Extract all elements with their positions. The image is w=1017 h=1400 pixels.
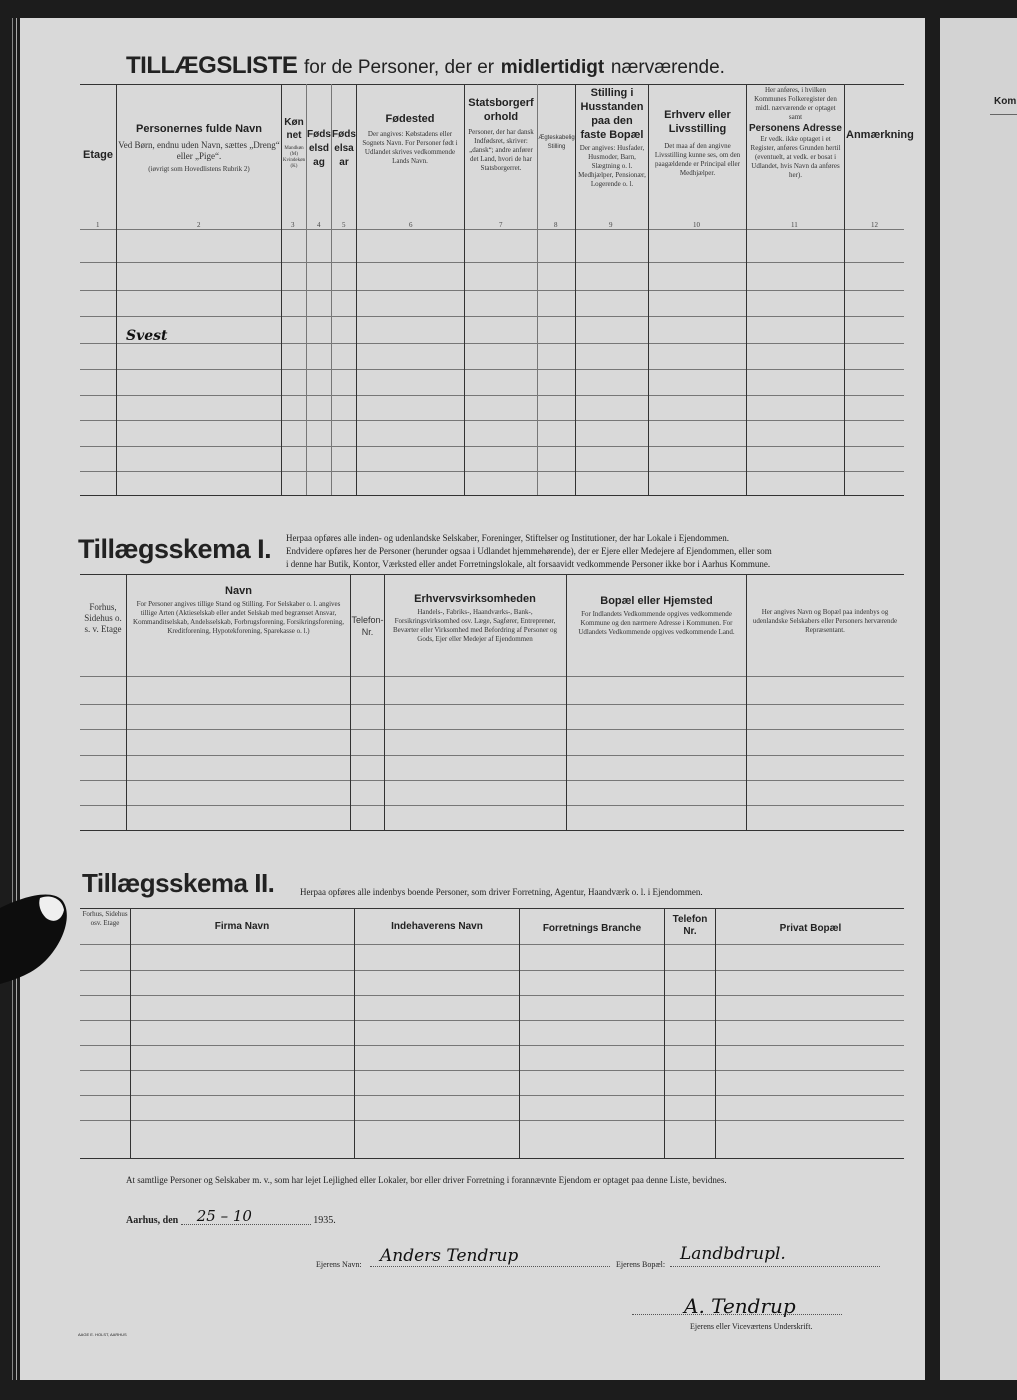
adjacent-page-fragment: Kom xyxy=(994,96,1017,107)
skema1-col-bopael: Bopæl eller Hjemsted For Indlandets Vedkommende opgives vedkommende Kommune og den nærmere Adresse i Kommunen. For Udlandets Vedkommende opgives vedkommende Land. xyxy=(578,595,735,636)
skema2-col-tlf: Telefon Nr. xyxy=(672,914,708,937)
skema2-col-bopael: Privat Bopæl xyxy=(779,923,842,934)
skema2-intro: Herpaa opføres alle indenbys boende Personer, som driver Forretning, Agentur, Haandværk o. l. i Ejendommen. xyxy=(300,887,703,897)
skema1-col-erhverv: Erhvervsvirksomheden Handels-, Fabriks-, Haandværks-, Bank-, Forsikringsvirksomhed osv. Læge, Sagfører, Entreprenør, Beværter eller Virksomhed med Befordring af Personer og Gods, Ejer eller Medejer af Ejendommen xyxy=(392,593,558,643)
owner-name-hand: Anders Tendrup xyxy=(380,1246,519,1266)
skema1-col-rep: Her angives Navn og Bopæl paa indenbys og udenlandske Selskabers eller Personers herværende Repræsentant. xyxy=(752,608,898,634)
adjacent-page xyxy=(940,18,1017,1380)
form-page: TILLÆGSLISTE for de Personer, der er midlertidigt nærværende. Etage Personernes fulde Navn Ved Børn, endnu uden Navn, sættes „Dreng“ eller „Pige“. (iøvrigt som Hovedlistens Rubrik 2) Kønnet Mandkøn (M) Kvindekøn (K) Fødselsdag Fødselsaar Fødested Der angives: Købstadens eller Sognets Navn. For Personer født i Udlandet skrives vedkommende Lands Navn. Statsborgerforhold Personer, der har dansk Indfødsret, skriver: „dansk“; andre anfører det Land, hvori de har Statsborgerret. Ægteskabelig Stilling Stilling i Husstanden paa den faste Bopæl Der angives: Husfader, Husmoder, Barn, Slægtning o. l. Medhjælper, Pensionær, Logerende o. l. Erhverv eller Livsstilling Det maa af den angivne Livsstilling kunne ses, om den paagældende er Principal eller Medhjælper. Her anføres, i hvilken Kommunes Folkeregister den midl. nærværende er optaget samt Personens Adresse Er vedk. ikke optaget i et Register, anføres Grunden hertil (eventuelt, at vedk. er bosat i Udlandet, hvis Navn da anføres her). Anmærkning 1 2 3 4 5 6 7 8 9 10 11 12 Svest Tillægsskema I. Herpaa opføres alle inden- og udenlandske Selskaber, Foreninger, Stiftelser og Institutioner, der har Lokale i Ejendommen. Endvidere opføres her de Personer (herunder ogsaa i Udlandet hjemmehørende), der er Ejere eller Medejere af Ejendommen, eller som i denne har Butik, Kontor, Værksted eller andet Forretningslokale, alt forsaavidt vedkommende Personer ikke bor i Aarhus Kommune. Forhus, Sidehus o. s. v. Etage Navn For Personer angives tillige Stand og Stilling. For Selskaber o. l. angives tillige Arten (Aktieselskab eller andet Selskab med begrænset Ansvar, Kommanditselskab, Andelsselskab, Forbrugsforening, Forsikringsforening, Kreditforening, Hypotekforening, Sparekasse o. l.) Telefon-Nr. Erhvervsvirksomheden Handels-, Fabriks-, Haandværks-, Bank-, Forsikringsvirksomhed osv. Læge, Sagfører, Entreprenør, Beværter eller Virksomhed med Befordring af Personer og Gods, Ejer eller Medejer af Ejendommen Bopæl eller Hjemsted For Indlandets Vedkommende opgives vedkommende Kommune og den nærmere Adresse i Kommunen. For Udlandets Vedkommende opgives vedkommende Land. Her angives Navn og Bopæl paa indenbys og udenlandske Selskabers eller Personers herværende Repræsentant. Tillægsskema II. Herpaa opføres alle indenbys boende Personer, som driver Forretning, Agentur, Haandværk o. l. i Ejendommen. Forhus, Sidehus osv. Etage Firma Navn Indehaverens Navn Forretnings Branche Telefon Nr. Privat Bopæl At samtlige Personer og Selskaber m. v., som har lejet Lejlighed eller Lokaler, bor eller driver Forretning i forannævnte Ejendom er optaget paa denne Liste, bevidnes. Aarhus, den 25 – 10 1935. Ejerens Navn: Anders Tendrup Ejerens Bopæl: Landbdrupl. A. Tendrup Ejerens eller Viceværtens Underskrift. AAGE E. HOLST, AARHUS xyxy=(20,18,925,1380)
col-marital: Ægteskabelig Stilling xyxy=(538,135,575,150)
col-gender: Kønnet Mandkøn (M) Kvindekøn (K) xyxy=(282,117,306,169)
date-line: Aarhus, den 25 – 10 1935. xyxy=(126,1207,336,1226)
date-hand: 25 – 10 xyxy=(196,1207,252,1225)
owner-address-label: Ejerens Bopæl: xyxy=(616,1260,666,1269)
skema2-title: Tillægsskema II. xyxy=(82,868,275,898)
skema2-col-indehaver: Indehaverens Navn xyxy=(391,921,483,932)
skema1-title: Tillægsskema I. xyxy=(78,534,272,564)
col-etage: Etage xyxy=(83,149,113,161)
skema1-col-navn: Navn For Personer angives tillige Stand og Stilling. For Selskaber o. l. angives tillige Arten (Aktieselskab eller andet Selskab med begrænset Ansvar, Kommanditselskab, Andelsselskab, Forbrugsforening, Forsikringsforening, Kreditforening, Hypotekforening, Sparekasse o. l.) xyxy=(133,585,344,635)
col-address: Her anføres, i hvilken Kommunes Folkeregister den midl. nærværende er optaget samt Personens Adresse Er vedk. ikke optaget i et Register, anføres Grunden hertil (eventuelt, at vedk. er bosat i Udlandet, hvis Navn da anføres her). xyxy=(748,86,842,179)
declaration: At samtlige Personer og Selskaber m. v., som har lejet Lejlighed eller Lokaler, bor eller driver Forretning i forannævnte Ejendom er optaget paa denne Liste, bevidnes. xyxy=(126,1175,727,1185)
col-occupation: Erhverv eller Livsstilling Det maa af den angivne Livsstilling kunne ses, om den paagældende er Principal eller Medhjælper. xyxy=(654,109,741,177)
entry-name: Svest xyxy=(126,328,168,344)
owner-address-hand: Landbdrupl. xyxy=(680,1244,786,1264)
skema2-col-firma: Firma Navn xyxy=(214,921,270,932)
col-remarks: Anmærkning xyxy=(846,129,914,141)
col-birthyear: Fødselsaar xyxy=(332,129,356,168)
thumb-image xyxy=(0,868,70,988)
col-birthplace: Fødested Der angives: Købstadens eller Sognets Navn. For Personer født i Udlandet skrives vedkommende Lands Navn. xyxy=(362,113,458,165)
skema2-col-etage: Forhus, Sidehus osv. Etage xyxy=(82,910,128,927)
skema2-col-branche: Forretnings Branche xyxy=(542,923,642,934)
printer-mark: AAGE E. HOLST, AARHUS xyxy=(78,1332,127,1337)
signature-label: Ejerens eller Viceværtens Underskrift. xyxy=(690,1322,813,1331)
skema1-col-etage: Forhus, Sidehus o. s. v. Etage xyxy=(84,602,122,634)
page-title: TILLÆGSLISTE for de Personer, der er midlertidigt nærværende. xyxy=(126,52,725,79)
skema1-intro: Herpaa opføres alle inden- og udenlandske Selskaber, Foreninger, Stiftelser og Institutioner, der har Lokale i Ejendommen. Endvidere opføres her de Personer (herunder ogsaa i Udlandet hjemmehørende), der er Ejere eller Medejere af Ejendommen, eller som i denne har Butik, Kontor, Værksted eller andet Forretningslokale, alt forsaavidt vedkommende Personer ikke bor i Aarhus Kommune. xyxy=(286,533,772,569)
col-household: Stilling i Husstanden paa den faste Bopæl Der angives: Husfader, Husmoder, Barn, Slægtning o. l. Medhjælper, Pensionær, Logerende o. l. xyxy=(578,87,646,188)
owner-name-label: Ejerens Navn: xyxy=(316,1260,362,1269)
col-citizenship: Statsborgerforhold Personer, der har dansk Indfødsret, skriver: „dansk“; andre anfører det Land, hvori de har Statsborgerret. xyxy=(468,97,534,172)
col-birthday: Fødselsdag xyxy=(307,129,331,168)
signature-hand: A. Tendrup xyxy=(684,1294,796,1318)
skema1-col-tlf: Telefon-Nr. xyxy=(351,615,384,637)
col-name: Personernes fulde Navn Ved Børn, endnu uden Navn, sættes „Dreng“ eller „Pige“. (iøvrigt som Hovedlistens Rubrik 2) xyxy=(118,123,280,173)
